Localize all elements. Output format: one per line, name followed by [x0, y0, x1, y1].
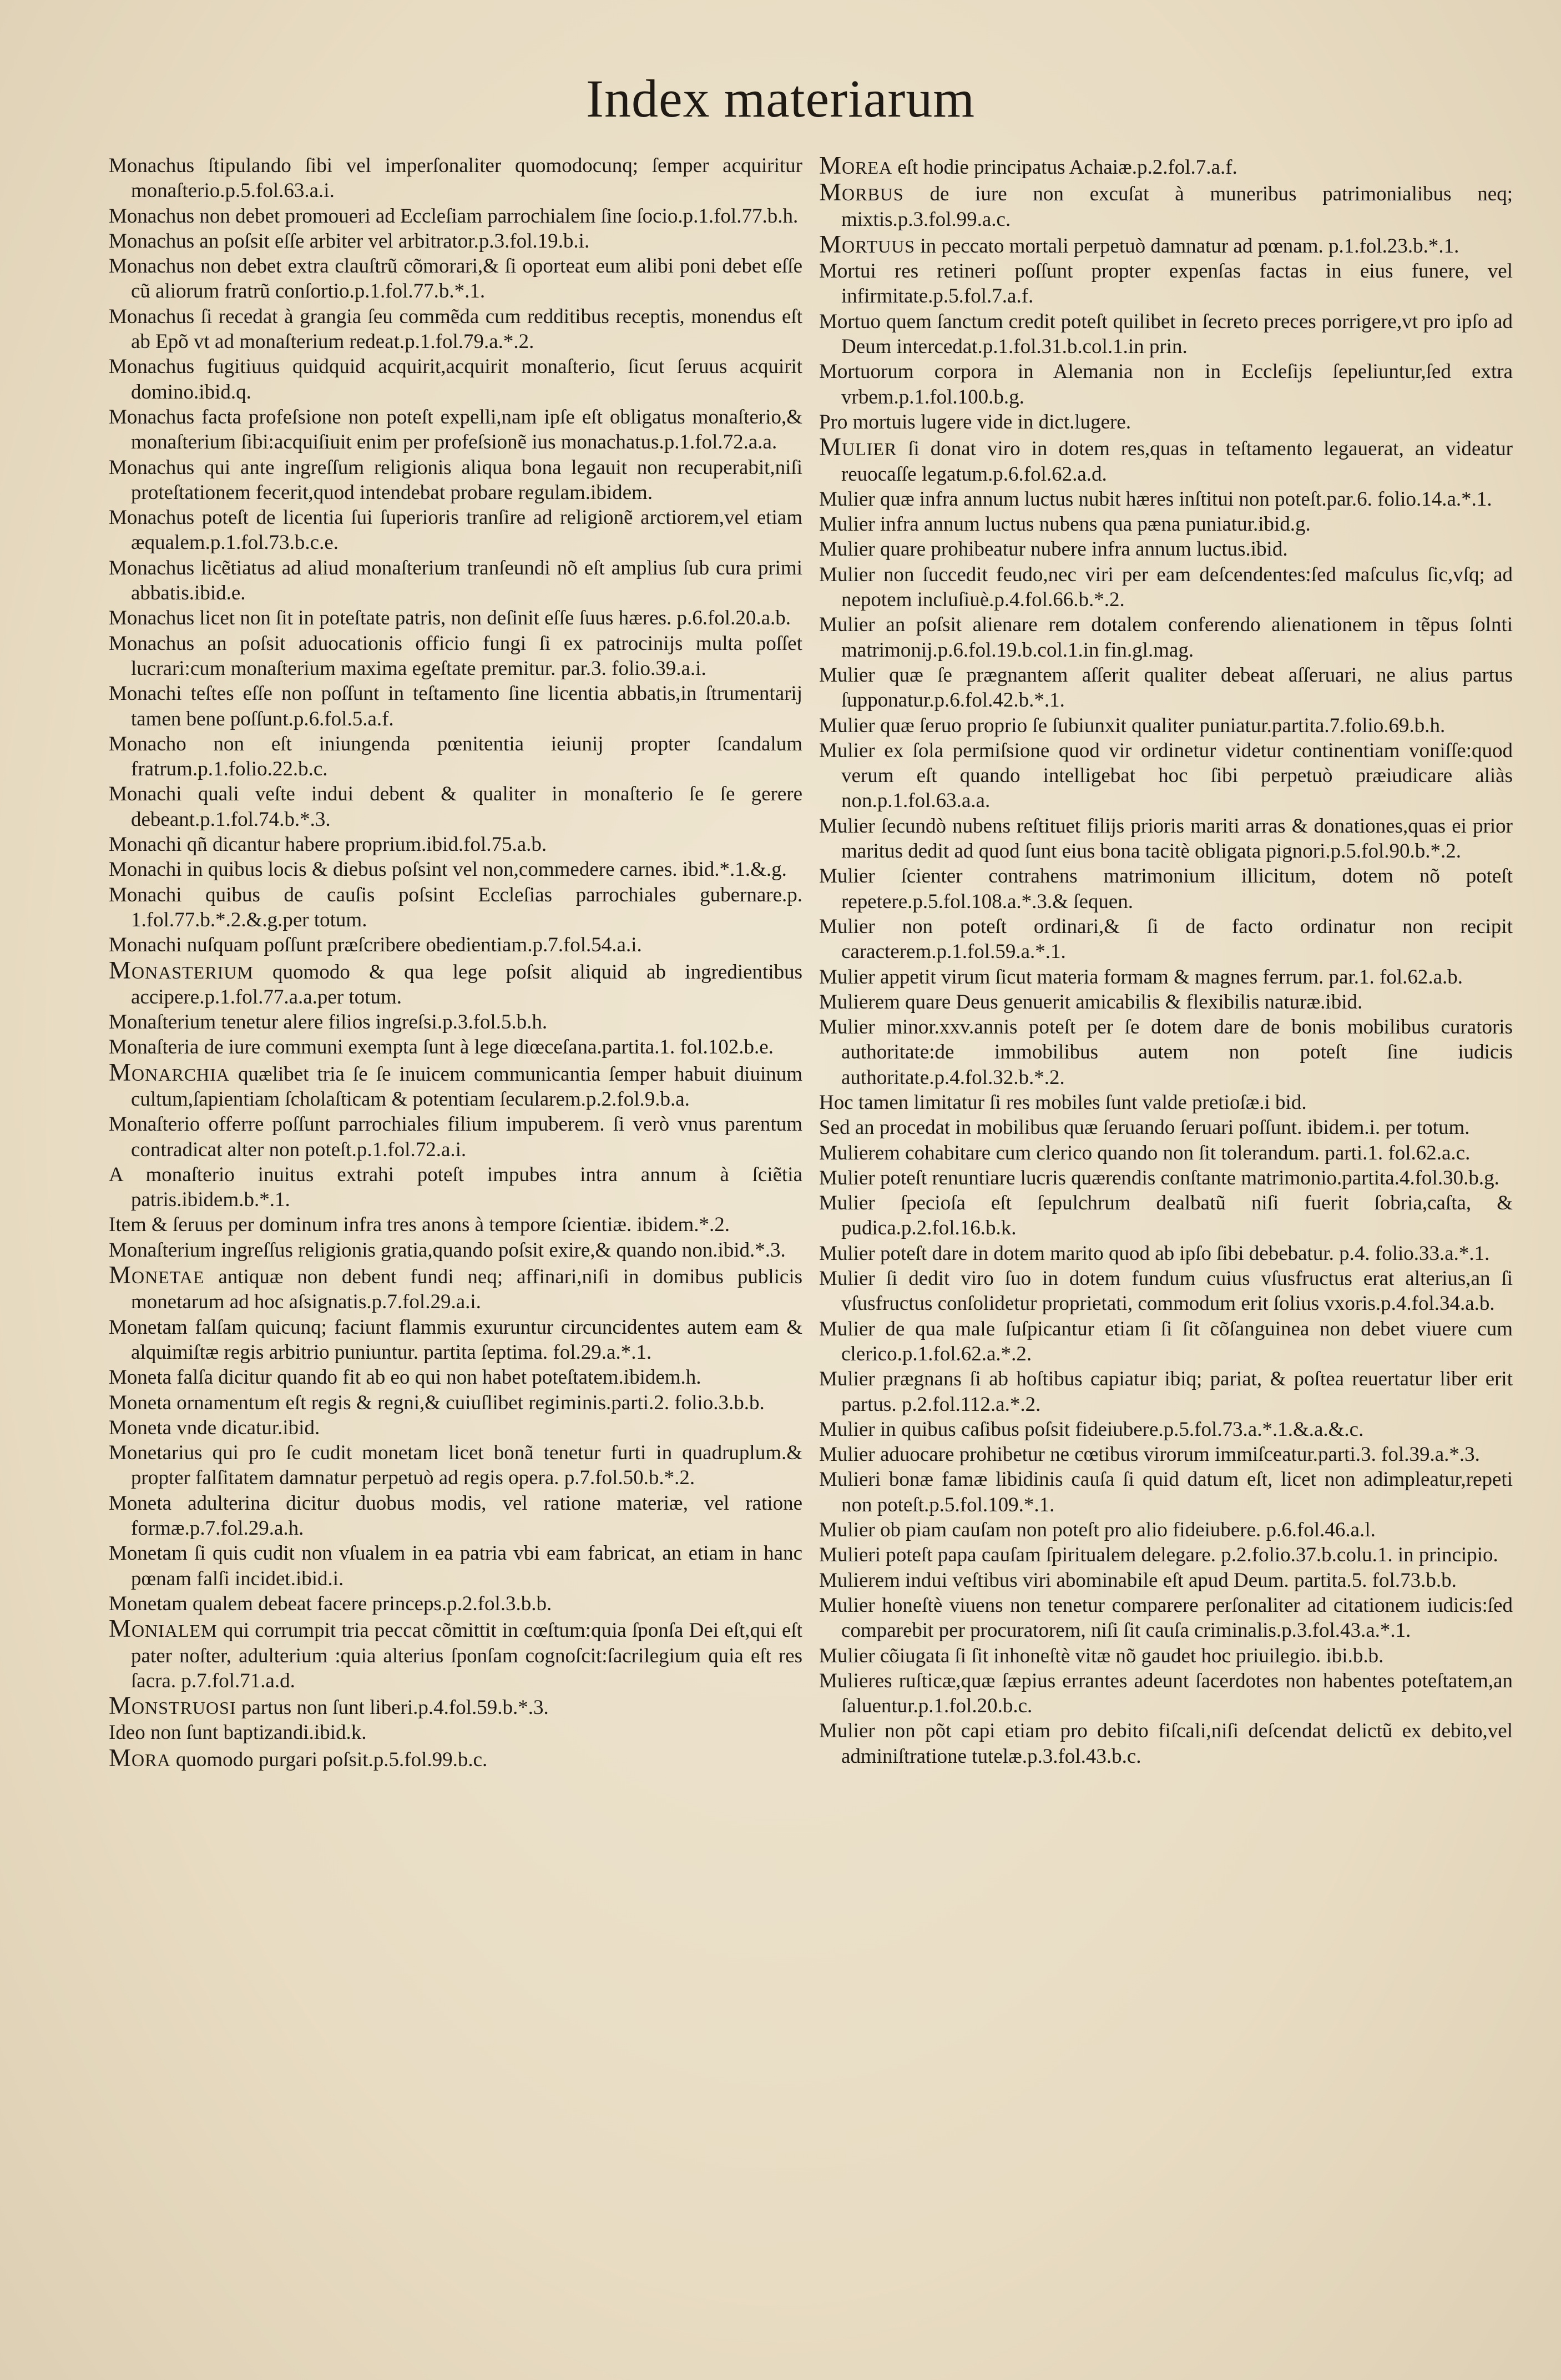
index-entry [819, 435, 1513, 487]
entry-text: A monaſterio inuitus extrahi poteſt impubes intra annum à ſciẽtia patris.ibidem.b.*.1. [109, 1163, 802, 1212]
index-entry [109, 304, 802, 355]
entry-text: Mulieri bonæ famæ libidinis cauſa ſi quid datum eſt, licet non adimpleatur,repeti non poteſt.p.5.fol.109.*.1. [819, 1468, 1513, 1516]
entry-text: Mulierem indui veſtibus viri abominabile eſt apud Deum. partita.5. fol.73.b.b. [819, 1569, 1457, 1592]
entry-text: Moneta vnde dicatur.ibid. [109, 1416, 320, 1439]
index-entry [819, 1517, 1513, 1542]
entry-text: quælibet tria ſe ſe inuicem communicantia ſemper habuit diuinum cultum,ſapientiam ſcholaſticam & potentiam ſecularem.p.2.fol.9.b.a. [131, 1062, 802, 1111]
entry-text: Mulier appetit virum ſicut materia formam & magnes ferrum. par.1. fol.62.a.b. [819, 965, 1463, 989]
entry-text: Mulier ſi dedit viro ſuo in dotem fundum cuius vſusfructus erat alterius,an ſi vſusfructus conſolidetur proprietati, commodum erit ſolius vxoris.p.4.fol.34.a.b. [819, 1267, 1513, 1315]
entry-text: qui corrumpit tria peccat cõmittit in cœſtum:quia ſponſa Dei eſt,qui eſt pater noſter, adulterium :quia alterius ſponſam cognoſcit:ſacrilegium quia eſt res ſacra. p.7.fol.71.a.d. [131, 1619, 802, 1692]
index-entry [819, 153, 1513, 180]
entry-text: Monetam ſi quis cudit non vſualem in ea patria vbi eam fabricat, an etiam in hanc pœnam falſi incidet.ibid.i. [109, 1542, 802, 1590]
index-entry [819, 259, 1513, 309]
entry-text: Mulier poteſt dare in dotem marito quod ab ipſo ſibi debebatur. p.4. folio.33.a.*.1. [819, 1242, 1490, 1265]
entry-text: Monachus licẽtiatus ad aliud monaſterium tranſeundi nõ eſt amplius ſub cura primi abbatis.ibid.e. [109, 556, 802, 605]
entry-text: Mulier de qua male ſuſpicantur etiam ſi ſit cõſanguinea non debet viuere cum clerico.p.1.fol.62.a.*.2. [819, 1317, 1513, 1365]
entry-text: Mulier non põt capi etiam pro debito fiſcali,niſi deſcendat delictũ ex debito,vel adminiſtratione tutelæ.p.3.fol.43.b.c. [819, 1720, 1513, 1768]
index-entry [109, 405, 802, 455]
entry-text: Monetam falſam quicunq; faciunt flammis exuruntur circuncidentes autem eam & alquimiſtæ regis arbitrio puniuntur. partita ſeptima. fol.29.a.*.1. [109, 1315, 802, 1364]
index-entry [819, 309, 1513, 360]
index-entry [109, 1315, 802, 1365]
index-entry [109, 1162, 802, 1213]
entry-text: Pro mortuis lugere vide in dict.lugere. [819, 410, 1131, 433]
index-entry [109, 1365, 802, 1390]
entry-text: Mulier ſpecioſa eſt ſepulchrum dealbatũ niſi fuerit ſobria,caſta, & pudica.p.2.fol.16.b.k. [819, 1192, 1513, 1240]
entry-text: Monachus qui ante ingreſſum religionis aliqua bona legauit non recuperabit,niſi proteſtationem fecerit,quod intendebat probare regulam.ibidem. [109, 456, 802, 504]
entry-text: Mulier ob piam cauſam non poteſt pro alio fideiubere. p.6.fol.46.a.l. [819, 1519, 1376, 1542]
entry-text: Mulier quæ ſe prægnantem aſſerit qualiter debeat aſſeruari, ne alius partus ſupponatur.p.6.fol.42.b.*.1. [819, 663, 1513, 712]
entry-text: Mulieres ruſticæ,quæ ſæpius errantes adeunt ſacerdotes non habentes poteſtatem,an ſaluentur.p.1.fol.20.b.c. [819, 1669, 1513, 1718]
index-entry [819, 1241, 1513, 1266]
entry-text: Monachi teſtes eſſe non poſſunt in teſtamento ſine licentia abbatis,in ſtrumentarij tamen bene poſſunt.p.6.fol.5.a.f. [109, 682, 802, 730]
entry-text: Mulierem quare Deus genuerit amicabilis & flexibilis naturæ.ibid. [819, 990, 1363, 1013]
entry-text: Monachus ſi recedat à grangia ſeu commẽda cum redditibus receptis, monendus eſt ab Epõ vt ad monaſterium redeat.p.1.fol.79.a.*.2. [109, 305, 802, 354]
index-entry [819, 1593, 1513, 1643]
index-entry [819, 914, 1513, 965]
entry-text: Monachi in quibus locis & diebus poſsint vel non,commedere carnes. ibid.*.1.&.g. [109, 858, 787, 881]
entry-text: Mulier ex ſola permiſsione quod vir ordinetur videtur continentiam voniſſe:quod verum eſt quando intelligebat hoc ſibi perpetuò præiudicare aliàs non.p.1.fol.63.a.a. [819, 739, 1513, 813]
page-title: Index materiarum [585, 69, 976, 128]
index-entry [819, 1568, 1513, 1593]
index-entry [819, 1191, 1513, 1241]
index-entry [819, 359, 1513, 410]
entry-text: Monachus ſtipulando ſibi vel imperſonaliter quomodocunq; ſemper acquiritur monaſterio.p.5.fol.63.a.i. [109, 154, 802, 203]
index-entry [109, 932, 802, 957]
index-column-right [819, 153, 1513, 1769]
index-entry [819, 1417, 1513, 1442]
entry-headword: Morea [819, 152, 893, 179]
index-entry [819, 1015, 1513, 1090]
index-entry [819, 1266, 1513, 1317]
entry-text: Mulierem cohabitare cum clerico quando non ſit tolerandum. parti.1. fol.62.a.c. [819, 1141, 1471, 1164]
entry-text: Mulier prægnans ſi ab hoſtibus capiatur ibiq; pariat, & poſtea reuertatur liber erit partus. p.2.fol.112.a.*.2. [819, 1368, 1513, 1416]
entry-text: Monachus non debet extra clauſtrũ cõmorari,& ſi oporteat eum alibi poni debet eſſe cũ aliorum fratrũ conſortio.p.1.fol.77.b.*.1. [109, 255, 802, 303]
entry-text: Monachus poteſt de licentia ſui ſuperioris tranſire ad religionẽ arctiorem,vel etiam æqualem.p.1.fol.73.b.c.e. [109, 506, 802, 554]
entry-headword: Monstruosi [109, 1692, 236, 1720]
index-entry [109, 781, 802, 832]
index-entry [819, 1668, 1513, 1719]
index-entry [109, 1035, 802, 1060]
entry-text: Monachi nuſquam poſſunt præſcribere obedientiam.p.7.fol.54.a.i. [109, 934, 642, 957]
entry-text: Monaſterio offerre poſſunt parrochiales filium impuberem. ſi verò vnus parentum contradicat alter non poteſt.p.1.fol.72.a.i. [109, 1113, 802, 1161]
index-entry [819, 738, 1513, 814]
index-entry [109, 204, 802, 229]
index-entry [109, 254, 802, 304]
index-entry [109, 958, 802, 1010]
entry-text: Monachus an poſsit eſſe arbiter vel arbitrator.p.3.fol.19.b.i. [109, 229, 590, 253]
entry-text: Mulier non poteſt ordinari,& ſi de facto ordinatur non recipit caracterem.p.1.fol.59.a.*.1. [819, 915, 1513, 964]
entry-text: Mulier quæ ſeruo proprio ſe ſubiunxit qualiter puniatur.partita.7.folio.69.b.h. [819, 714, 1446, 737]
index-entry [109, 1010, 802, 1035]
entry-text: Monachus an poſsit aduocationis officio fungi ſi ex patrocinijs multa poſſet lucrari:cum monaſterium maxima egeſtate premitur. par.3. folio.39.a.i. [109, 632, 802, 680]
entry-text: Ideo non ſunt baptizandi.ibid.k. [109, 1721, 367, 1744]
entry-text: de iure non excuſat à muneribus patrimonialibus neq; mixtis.p.3.fol.99.a.c. [841, 183, 1513, 231]
index-entry [819, 512, 1513, 537]
index-entry [109, 1390, 802, 1415]
entry-text: Monachi qñ dicantur habere proprium.ibid.fol.75.a.b. [109, 833, 547, 856]
index-entry [819, 1467, 1513, 1517]
entry-text: Item & ſeruus per dominum infra tres anons à tempore ſcientiæ. ibidem.*.2. [109, 1213, 730, 1237]
index-entry [819, 232, 1513, 259]
entry-text: in peccato mortali perpetuò damnatur ad pœnam. p.1.fol.23.b.*.1. [915, 234, 1459, 258]
entry-headword: Monetae [109, 1261, 205, 1289]
index-entry [109, 857, 802, 882]
index-entry [819, 1166, 1513, 1191]
entry-text: antiquæ non debent fundi neq; affinari,niſi in domibus publicis monetarum ad hoc aſsignatis.p.7.fol.29.a.i. [131, 1265, 802, 1314]
index-entry [819, 562, 1513, 613]
index-entry [109, 631, 802, 682]
index-entry [109, 1491, 802, 1541]
index-entry [819, 1367, 1513, 1417]
index-entry [819, 965, 1513, 990]
index-entry [109, 1212, 802, 1237]
index-entry [819, 612, 1513, 663]
index-entry [819, 663, 1513, 713]
entry-text: Mulier ſcienter contrahens matrimonium illicitum, dotem nõ poteſt repetere.p.5.fol.108.a.*.3.& ſequen. [819, 865, 1513, 913]
index-entry [109, 1720, 802, 1745]
entry-headword: Mulier [819, 433, 897, 461]
index-column-left [109, 153, 802, 1772]
index-entry [109, 1238, 802, 1263]
index-entry [109, 505, 802, 556]
index-entry [109, 1263, 802, 1315]
index-entry [819, 864, 1513, 914]
entry-text: Monaſteria de iure communi exempta ſunt à lege diœceſana.partita.1. fol.102.b.e. [109, 1036, 774, 1059]
entry-text: Monaſterium ingreſſus religionis gratia,quando poſsit exire,& quando non.ibid.*.3. [109, 1238, 786, 1262]
entry-text: Monachus non debet promoueri ad Eccleſiam parrochialem ſine ſocio.p.1.fol.77.b.h. [109, 204, 799, 228]
index-entry [819, 990, 1513, 1015]
entry-text: Mulier infra annum luctus nubens qua pæna puniatur.ibid.g. [819, 513, 1311, 536]
entry-text: Mulier poteſt renuntiare lucris quærendis conſtante matrimonio.partita.4.fol.30.b.g. [819, 1166, 1499, 1189]
entry-text: Mulier cõiugata ſi ſit inhoneſtè vitæ nõ gaudet hoc priuilegio. ibi.b.b. [819, 1644, 1384, 1667]
index-entry [109, 606, 802, 631]
index-entry [819, 713, 1513, 738]
entry-headword: Morbus [819, 178, 904, 206]
index-entry [819, 537, 1513, 562]
entry-text: Mortui res retineri poſſunt propter expenſas factas in eius funere, vel infirmitate.p.5.fol.7.a.f. [819, 260, 1513, 308]
entry-headword: Mora [109, 1743, 171, 1772]
entry-text: Mulier aduocare prohibetur ne cœtibus virorum immiſceatur.parti.3. fol.39.a.*.3. [819, 1443, 1480, 1466]
entry-text: ſi donat viro in dotem res,quas in teſtamento legauerat, an videatur reuocaſſe legatum.p.6.fol.62.a.d. [841, 437, 1513, 486]
entry-headword: Monialem [109, 1615, 218, 1643]
entry-text: Moneta adulterina dicitur duobus modis, vel ratione materiæ, vel ratione formæ.p.7.fol.29.a.h. [109, 1491, 802, 1540]
entry-text: Mulieri poteſt papa cauſam ſpiritualem delegare. p.2.folio.37.b.colu.1. in principio. [819, 1544, 1498, 1567]
entry-text: Mulier honeſtè viuens non tenetur comparere perſonaliter ad citationem iudicis:ſed comparebit per procuratorem, niſi ſit cauſa criminalis.p.3.fol.43.a.*.1. [819, 1594, 1513, 1642]
index-entry [109, 1591, 802, 1616]
index-entry [109, 354, 802, 405]
index-entry [109, 832, 802, 857]
entry-text: Monachus licet non ſit in poteſtate patris, non deſinit eſſe ſuus hæres. p.6.fol.20.a.b. [109, 607, 791, 630]
index-entry [109, 153, 802, 204]
index-entry [109, 1060, 802, 1112]
index-entry [109, 1112, 802, 1162]
index-entry [819, 1090, 1513, 1115]
entry-text: Mulier in quibus caſibus poſsit fideiubere.p.5.fol.73.a.*.1.&.a.&.c. [819, 1418, 1364, 1441]
entry-text: Mulier minor.xxv.annis poteſt per ſe dotem dare de bonis mobilibus curatoris authoritate:de immobilibus autem non poteſt ſine iudicis authoritate.p.4.fol.32.b.*.2. [819, 1016, 1513, 1089]
entry-text: Monaſterium tenetur alere filios ingreſsi.p.3.fol.5.b.h. [109, 1011, 548, 1034]
entry-text: Moneta falſa dicitur quando fit ab eo qui non habet poteſtatem.ibidem.h. [109, 1366, 701, 1389]
index-entry [819, 1141, 1513, 1166]
index-entry [819, 1718, 1513, 1769]
entry-text: quomodo & qua lege poſsit aliquid ab ingredientibus accipere.p.1.fol.77.a.a.per totum. [131, 960, 802, 1009]
index-entry [109, 681, 802, 732]
index-entry [109, 1440, 802, 1491]
entry-text: Mulier quare prohibeatur nubere infra annum luctus.ibid. [819, 538, 1288, 561]
index-entry [819, 180, 1513, 232]
index-entry [109, 1693, 802, 1720]
index-entry [109, 455, 802, 506]
entry-text: Mortuo quem ſanctum credit poteſt quilibet in ſecreto preces porrigere,vt pro ipſo ad Deum intercedat.p.1.fol.31.b.col.1.in prin. [819, 310, 1513, 359]
index-entry [819, 1317, 1513, 1367]
entry-text: Moneta ornamentum eſt regis & regni,& cuiuſlibet regiminis.parti.2. folio.3.b.b. [109, 1391, 765, 1414]
entry-text: Monetam qualem debeat facere princeps.p.2.fol.3.b.b. [109, 1592, 552, 1615]
entry-text: Sed an procedat in mobilibus quæ ſeruando ſeruari poſſunt. ibidem.i. per totum. [819, 1116, 1470, 1139]
entry-text: Monachus fugitiuus quidquid acquirit,acquirit monaſterio, ſicut ſeruus acquirit domino.ibid.q. [109, 355, 802, 404]
index-entry [819, 1115, 1513, 1140]
entry-headword: Mortuus [819, 230, 916, 258]
entry-text: Hoc tamen limitatur ſi res mobiles ſunt valde pretioſæ.i bid. [819, 1091, 1307, 1114]
index-entry [819, 1442, 1513, 1467]
index-entry [109, 229, 802, 254]
entry-text: Monachi quali veſte indui debent & qualiter in monaſterio ſe ſe gerere debeant.p.1.fol.74.b.*.3. [109, 783, 802, 831]
index-entry [819, 814, 1513, 864]
entry-text: Monachus facta profeſsione non poteſt expelli,nam ipſe eſt obligatus monaſterio,& monaſterium ſibi:acquiſiuit enim per profeſsionẽ ius monachatus.p.1.fol.72.a.a. [109, 405, 802, 454]
entry-text: Mulier non ſuccedit feudo,nec viri per eam deſcendentes:ſed maſculus ſic,vſq; ad nepotem incluſiuè.p.4.fol.66.b.*.2. [819, 563, 1513, 612]
index-entry [109, 1541, 802, 1591]
entry-text: Mulier ſecundò nubens reſtituet filijs prioris mariti arras & donationes,quas ei prior maritus dedit ad quod ſunt eius bona tacitè obligata pignori.p.5.fol.90.b.*.2. [819, 814, 1513, 863]
entry-headword: Monasterium [109, 956, 254, 984]
index-entry [819, 1542, 1513, 1567]
index-entry [109, 1743, 802, 1772]
entry-headword: Monarchia [109, 1058, 230, 1086]
index-entry [109, 732, 802, 782]
index-entry [109, 556, 802, 606]
index-entry [109, 883, 802, 933]
index-entry [819, 1643, 1513, 1668]
index-entry [109, 1415, 802, 1440]
entry-text: Mulier quæ infra annum luctus nubit hæres inſtitui non poteſt.par.6. folio.14.a.*.1. [819, 487, 1492, 511]
entry-text: Monachi quibus de cauſis poſsint Eccleſias parrochiales gubernare.p. 1.fol.77.b.*.2.&.g.per totum. [109, 883, 802, 931]
entry-text: quomodo purgari poſsit.p.5.fol.99.b.c. [170, 1748, 488, 1771]
entry-text: Monetarius qui pro ſe cudit monetam licet bonã tenetur furti in quadruplum.& propter falſitatem damnatur perpetuò ad regis opera. p.7.fol.50.b.*.2. [109, 1441, 802, 1490]
entry-text: eſt hodie principatus Achaiæ.p.2.fol.7.a.f. [892, 156, 1237, 179]
entry-text: Mulier an poſsit alienare rem dotalem conferendo alienationem in tẽpus ſolnti matrimonij.p.6.fol.19.b.col.1.in fin.gl.mag. [819, 613, 1513, 662]
entry-text: partus non ſunt liberi.p.4.fol.59.b.*.3. [236, 1696, 549, 1720]
entry-text: Mortuorum corpora in Alemania non in Eccleſijs ſepeliuntur,ſed extra vrbem.p.1.fol.100.b.g. [819, 360, 1513, 409]
index-entry [819, 487, 1513, 512]
index-entry [819, 410, 1513, 435]
entry-text: Monacho non eſt iniungenda pœnitentia ieiunij propter ſcandalum fratrum.p.1.folio.22.b.c. [109, 732, 802, 781]
index-entry [109, 1616, 802, 1693]
